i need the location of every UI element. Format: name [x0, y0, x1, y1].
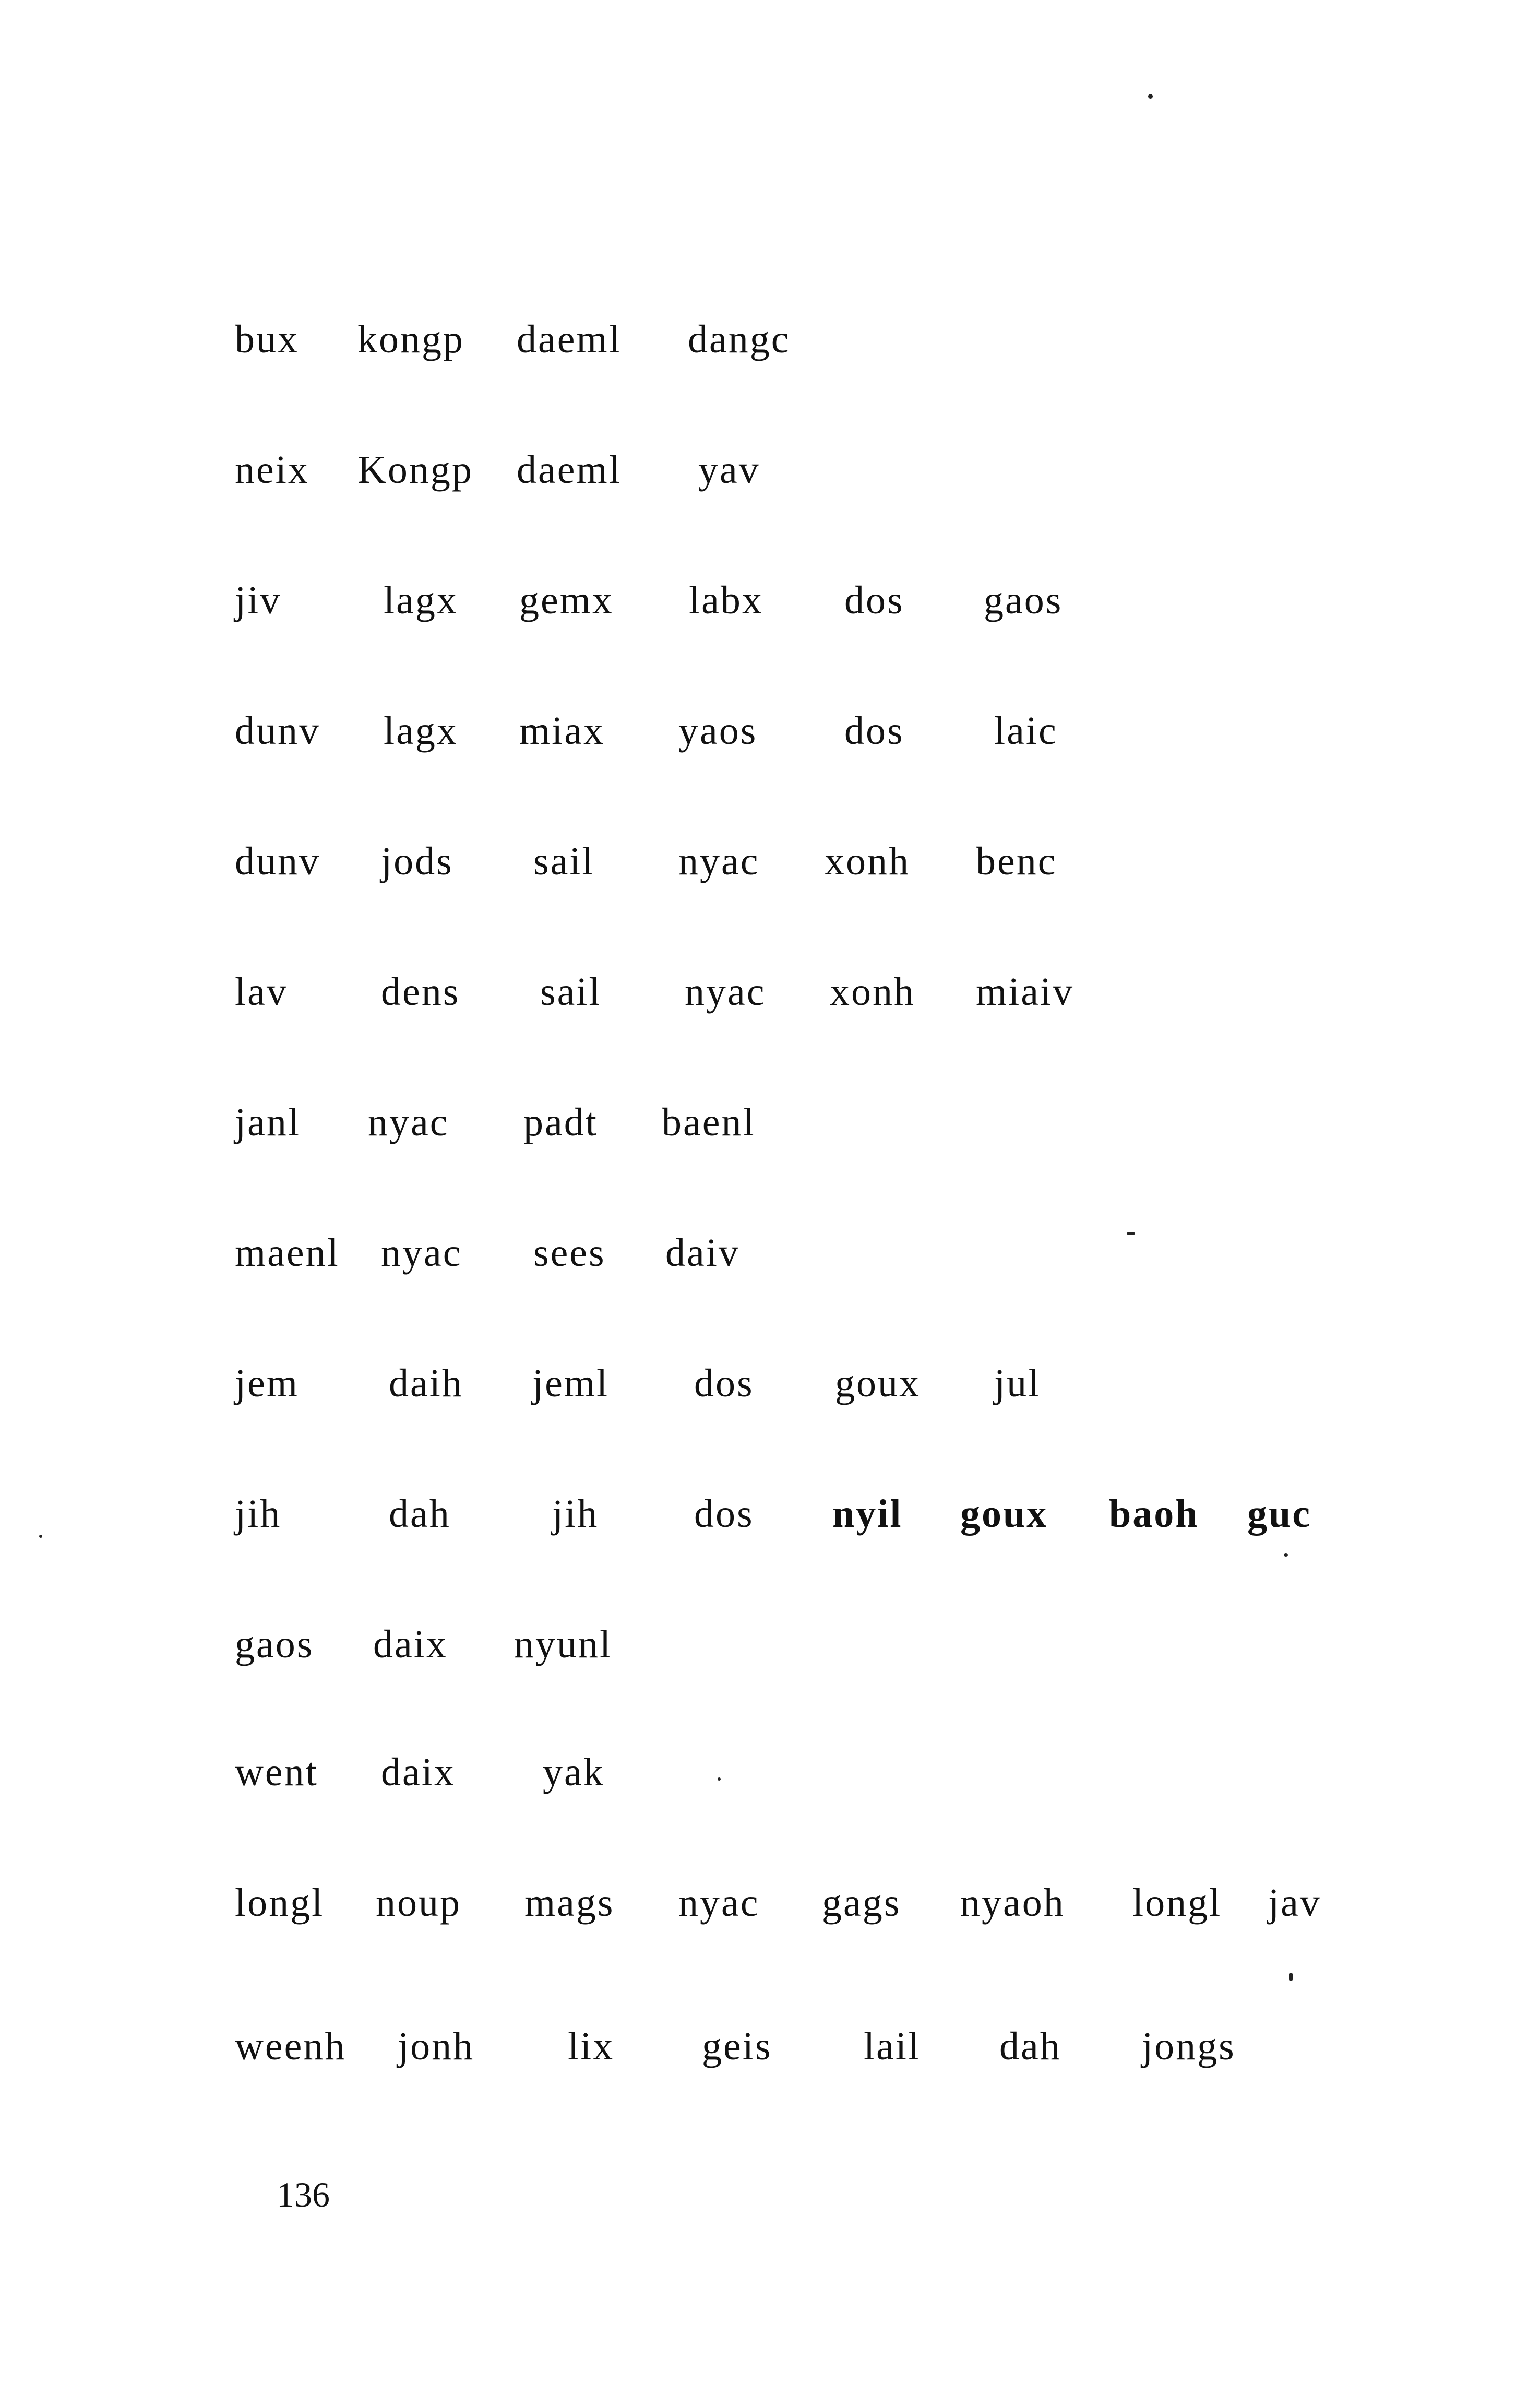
word: benc	[976, 839, 1057, 883]
word: padt	[523, 1100, 598, 1144]
word: lail	[864, 2024, 921, 2068]
word: laic	[994, 709, 1058, 753]
word: went	[235, 1750, 318, 1794]
word: nyac	[678, 1881, 760, 1925]
word: nyunl	[514, 1622, 613, 1666]
page-number: 136	[277, 2175, 330, 2214]
word: dens	[381, 970, 460, 1014]
word: miax	[519, 709, 605, 753]
word: Kongp	[357, 448, 473, 492]
text-line	[0, 2018, 1540, 2075]
scan-speck	[39, 1535, 42, 1538]
word: daix	[381, 1750, 456, 1794]
word: kongp	[357, 317, 464, 361]
text-line	[0, 1485, 1540, 1543]
word: nyac	[678, 839, 760, 883]
word: weenh	[235, 2024, 347, 2068]
word: daeml	[517, 448, 622, 492]
word: xonh	[830, 970, 915, 1014]
scan-speck	[1127, 1232, 1135, 1235]
word: sail	[533, 839, 595, 883]
text-line	[0, 1744, 1540, 1801]
word: gags	[822, 1881, 901, 1925]
word: jem	[235, 1361, 299, 1405]
word: yaos	[678, 709, 758, 753]
word: jul	[994, 1361, 1041, 1405]
word: sees	[533, 1231, 606, 1275]
word: jods	[381, 839, 453, 883]
scan-speck	[1289, 1973, 1293, 1981]
word: nyil	[832, 1492, 903, 1536]
word: sail	[540, 970, 602, 1014]
text-line	[0, 1224, 1540, 1282]
word: lagx	[384, 578, 458, 622]
word: longl	[235, 1881, 325, 1925]
word: nyaoh	[960, 1881, 1065, 1925]
word: goux	[835, 1361, 921, 1405]
text-line	[0, 1616, 1540, 1673]
word: jav	[1268, 1881, 1321, 1925]
word: goux	[960, 1492, 1048, 1536]
text-line	[0, 572, 1540, 629]
word: jiv	[235, 578, 282, 622]
word: jih	[235, 1492, 282, 1536]
word: nyac	[685, 970, 766, 1014]
word: xonh	[825, 839, 910, 883]
word: jonh	[398, 2024, 475, 2068]
word: maenl	[235, 1231, 340, 1275]
word: jeml	[532, 1361, 610, 1405]
word: gemx	[519, 578, 614, 622]
word: mags	[524, 1881, 615, 1925]
word: dah	[389, 1492, 451, 1536]
word: daeml	[517, 317, 622, 361]
word: baoh	[1109, 1492, 1199, 1536]
word: lav	[235, 970, 288, 1014]
word: janl	[235, 1100, 301, 1144]
text-line	[0, 702, 1540, 760]
word: yav	[698, 448, 760, 492]
word: geis	[702, 2024, 772, 2068]
word: nyac	[368, 1100, 449, 1144]
word: baenl	[662, 1100, 756, 1144]
word: dos	[844, 578, 904, 622]
word: gaos	[235, 1622, 314, 1666]
word: guc	[1247, 1492, 1311, 1536]
word: daiv	[665, 1231, 740, 1275]
scan-speck	[1148, 94, 1153, 99]
text-line	[0, 311, 1540, 368]
word: neix	[235, 448, 309, 492]
word: bux	[235, 317, 299, 361]
text-line	[0, 1874, 1540, 1931]
text-line	[0, 441, 1540, 499]
word: yak	[543, 1750, 605, 1794]
word: labx	[689, 578, 763, 622]
word: dos	[844, 709, 904, 753]
text-line	[0, 1355, 1540, 1412]
word: dos	[694, 1492, 754, 1536]
scan-speck	[1284, 1553, 1288, 1557]
word: dah	[999, 2024, 1061, 2068]
word: nyac	[381, 1231, 462, 1275]
word: jih	[552, 1492, 599, 1536]
word: dos	[694, 1361, 754, 1405]
scan-speck	[718, 1777, 721, 1781]
word: daix	[373, 1622, 448, 1666]
word: noup	[376, 1881, 461, 1925]
word: miaiv	[976, 970, 1075, 1014]
text-line	[0, 1094, 1540, 1151]
text-line	[0, 833, 1540, 890]
text-line	[0, 963, 1540, 1021]
word: dunv	[235, 839, 320, 883]
word: lagx	[384, 709, 458, 753]
word: daih	[389, 1361, 463, 1405]
word: dangc	[688, 317, 791, 361]
word: jongs	[1142, 2024, 1236, 2068]
word: longl	[1132, 1881, 1222, 1925]
word: lix	[568, 2024, 615, 2068]
word: gaos	[984, 578, 1063, 622]
word: dunv	[235, 709, 320, 753]
